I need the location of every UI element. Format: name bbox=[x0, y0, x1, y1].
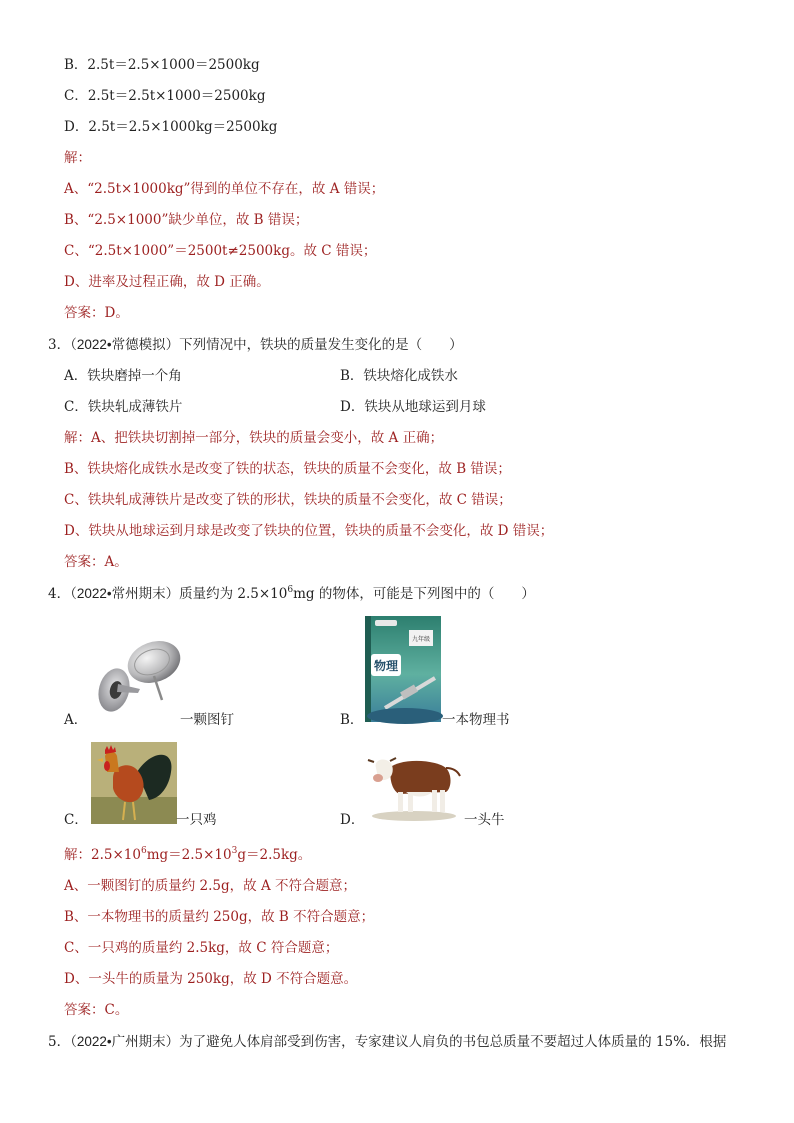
book-title: 物理 bbox=[373, 659, 399, 673]
q2-solution-b: B、“2.5×1000”缺少单位，故 B 错误； bbox=[64, 212, 309, 228]
q4-solution-b: B、一本物理书的质量约 250g，故 B 不符合题意； bbox=[64, 909, 375, 925]
q4-question-post: mg 的物体，可能是下列图中的（ ） bbox=[293, 586, 535, 602]
q4-solution-a: A、一颗图钉的质量约 2.5g，故 A 不符合题意； bbox=[64, 878, 356, 894]
q2-solution-d: D、进率及过程正确，故 D 正确。 bbox=[64, 274, 270, 290]
q4-option-a-text: 一颗图钉 bbox=[180, 712, 234, 728]
q3-option-b: B．铁块熔化成铁水 bbox=[340, 368, 458, 384]
q4-solution-d: D、一头牛的质量为 250kg，故 D 不符合题意。 bbox=[64, 971, 358, 987]
cow-image bbox=[366, 752, 462, 822]
q4-sol-exponent-1: 6 bbox=[140, 846, 147, 856]
q4-option-d-text: 一头牛 bbox=[464, 812, 505, 828]
thumbtack-image bbox=[92, 640, 182, 716]
q2-solution-label: 解： bbox=[64, 150, 91, 166]
q4-option-c-letter: C． bbox=[64, 812, 88, 828]
q4-number: 4． bbox=[48, 586, 71, 602]
q3-solution-c: C、铁块轧成薄铁片是改变了铁的形状，铁块的质量不会变化，故 C 错误； bbox=[64, 492, 512, 508]
q5-source: （2022•广州期末） bbox=[70, 1034, 180, 1049]
q3-option-d: D．铁块从地球运到月球 bbox=[340, 399, 486, 415]
q2-solution-c: C、“2.5t×1000”＝2500t≠2500kg。故 C 错误； bbox=[64, 243, 377, 259]
q3-option-c: C．铁块轧成薄铁片 bbox=[64, 399, 183, 415]
q2-option-b: B．2.5t＝2.5×1000＝2500kg bbox=[64, 57, 260, 73]
rooster-image bbox=[91, 742, 177, 824]
q5-question: 为了避免人体肩部受到伤害，专家建议人肩负的书包总质量不要超过人体质量的 15%．根据 bbox=[179, 1034, 727, 1050]
q2-answer: 答案：D。 bbox=[64, 305, 129, 321]
q3-solution-b: B、铁块熔化成铁水是改变了铁的状态，铁块的质量不会变化，故 B 错误； bbox=[64, 461, 511, 477]
q4-solution-c: C、一只鸡的质量约 2.5kg，故 C 符合题意； bbox=[64, 940, 339, 956]
q3-option-a: A．铁块磨掉一个角 bbox=[64, 368, 182, 384]
q4-question-pre: 质量约为 2.5×10 bbox=[179, 586, 288, 602]
q4-sol-post: g＝2.5kg。 bbox=[237, 847, 312, 863]
q4-sol-exponent-2: 3 bbox=[231, 846, 238, 856]
q4-sol-mid: mg＝2.5×10 bbox=[146, 847, 232, 863]
q3-solution-a: 解：A、把铁块切割掉一部分，铁块的质量会变小，故 A 正确； bbox=[64, 430, 444, 446]
q4-option-c-text: 一只鸡 bbox=[176, 812, 217, 828]
q2-option-c: C．2.5t＝2.5t×1000＝2500kg bbox=[64, 88, 266, 104]
physics-book-image bbox=[365, 616, 443, 724]
q4-option-b-text: 一本物理书 bbox=[442, 712, 510, 728]
q4-sol-pre: 解：2.5×10 bbox=[64, 847, 141, 863]
q4-stem bbox=[48, 585, 535, 603]
q2-solution-a: A、“2.5t×1000kg”得到的单位不存在，故 A 错误； bbox=[64, 181, 385, 197]
q3-source: （2022•常德模拟） bbox=[70, 337, 180, 352]
book-grade-label: 九年级 bbox=[411, 636, 431, 643]
q4-option-a-letter: A． bbox=[64, 712, 88, 728]
q4-option-b-letter: B． bbox=[340, 712, 364, 728]
q3-number: 3． bbox=[48, 337, 71, 353]
q3-question: 下列情况中，铁块的质量发生变化的是（ ） bbox=[179, 337, 463, 353]
q2-option-d: D．2.5t＝2.5×1000kg＝2500kg bbox=[64, 119, 278, 135]
q4-answer: 答案：C。 bbox=[64, 1002, 129, 1018]
q3-answer: 答案：A。 bbox=[64, 554, 128, 570]
q4-option-d-letter: D． bbox=[340, 812, 365, 828]
q3-stem bbox=[48, 336, 463, 354]
q3-solution-d: D、铁块从地球运到月球是改变了铁块的位置，铁块的质量不会变化，故 D 错误； bbox=[64, 523, 554, 539]
q5-number: 5． bbox=[48, 1034, 71, 1050]
q4-source: （2022•常州期末） bbox=[70, 586, 180, 601]
q4-exponent: 6 bbox=[287, 585, 294, 595]
q4-solution-conversion bbox=[64, 846, 311, 864]
q5-stem bbox=[48, 1033, 726, 1051]
